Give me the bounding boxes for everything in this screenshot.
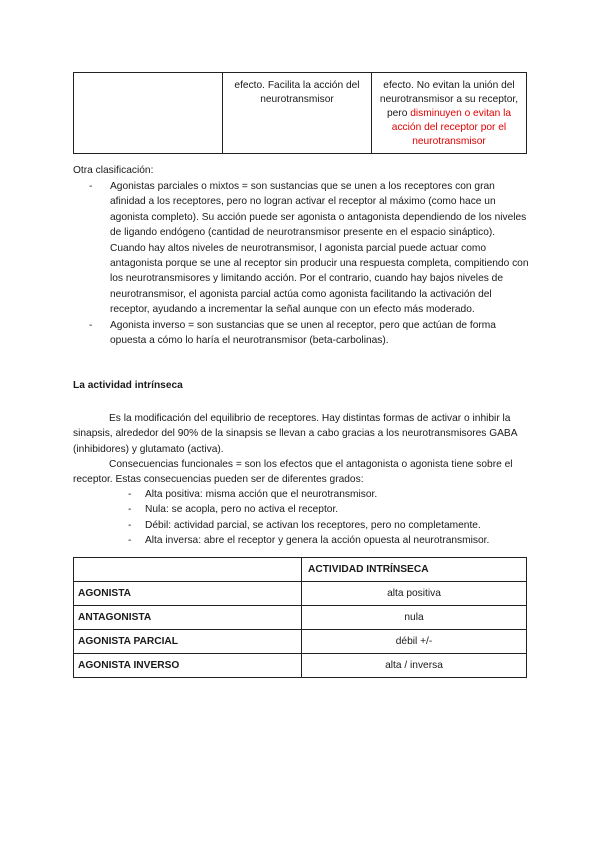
classification-list (73, 179, 533, 348)
table-header-activity: ACTIVIDAD INTRÍNSECA (302, 558, 527, 582)
classification-intro: Otra clasificación: (73, 165, 154, 176)
row-name: ANTAGONISTA (74, 606, 302, 630)
table-header-row (74, 558, 527, 582)
list-item: - Alta positiva: misma acción que el neurotransmisor. (73, 487, 489, 502)
paragraph-consequences: Consecuencias funcionales = son los efectos que el antagonista o agonista tiene sobre el receptor. Estas consecuencias pueden ser de diferentes grados: (73, 459, 513, 486)
list-dash: - (128, 504, 132, 516)
table-cell-antagonist-effect: efecto. No evitan la unión del neurotransmisor a su receptor, pero disminuyen o evitan la acción del receptor por el neurotransmisor (372, 73, 527, 154)
row-value: nula (302, 606, 527, 630)
list-item: - Alta inversa: abre el receptor y genera la acción opuesta al neurotransmisor. (73, 533, 489, 548)
list-item: - Nula: se acopla, pero no activa el receptor. (73, 502, 489, 517)
row-name: AGONISTA PARCIAL (74, 630, 302, 654)
list-dash: - (89, 181, 93, 192)
table-row (74, 630, 527, 654)
section-heading: La actividad intrínseca (73, 380, 183, 391)
table-row (74, 654, 527, 678)
intrinsic-activity-table (73, 557, 527, 678)
list-item: - Agonistas parciales o mixtos = son sustancias que se unen a los receptores con gran afinidad a los receptores, pero no logran activar el receptor al máximo (como hace un agonista completo). Su acción puede ser agonista o antagonista dependiendo de los niveles de ligando endógeno (cantidad de neurotransmisor presente en el espacio sináptico). Cuando hay altos niveles de neurotransmisor, l agonista parcial puede actuar como antagonista porque se une al receptor sin producir una respuesta completa, compitiendo con los neurotransmisores y limitando acción. Por el contrario, cuando hay bajos niveles de neurotransmisor, el agonista parcial actúa como agonista facilitando la activación del receptor, ayudando a incrementar la señal aunque con un efecto más moderado. (89, 181, 529, 316)
paragraph-definition: Es la modificación del equilibrio de receptores. Hay distintas formas de activar o inhibir la sinapsis, alrededor del 90% de la sinapsis se llevan a cabo gracias a los neurotransmisores GABA (inhibidores) y glutamato (activa). (73, 413, 517, 455)
row-name: AGONISTA INVERSO (74, 654, 302, 678)
table-cell-agonist-effect: efecto. Facilita la acción del neurotransmisor (223, 73, 372, 154)
row-name: AGONISTA (74, 582, 302, 606)
list-dash: - (128, 489, 132, 500)
grades-list (73, 487, 489, 549)
row-value: débil +/- (302, 630, 527, 654)
row-value: alta positiva (302, 582, 527, 606)
table-header-empty (74, 558, 302, 582)
top-table-fragment (73, 72, 527, 154)
list-dash: - (128, 519, 132, 531)
highlighted-text: disminuyen o evitan la acción del receptor por el neurotransmisor (391, 108, 512, 147)
table-row (74, 73, 527, 154)
list-item: - Agonista inverso = son sustancias que se unen al receptor, pero que actúan de forma opuesta a cómo lo haría el neurotransmisor (beta-carbolinas). (89, 319, 496, 347)
list-dash: - (89, 319, 93, 331)
list-item: - Débil: actividad parcial, se activan los receptores, pero no completamente. (73, 518, 489, 533)
table-row (74, 606, 527, 630)
table-row (74, 582, 527, 606)
table-cell-empty (74, 73, 223, 154)
row-value: alta / inversa (302, 654, 527, 678)
list-dash: - (128, 535, 132, 547)
